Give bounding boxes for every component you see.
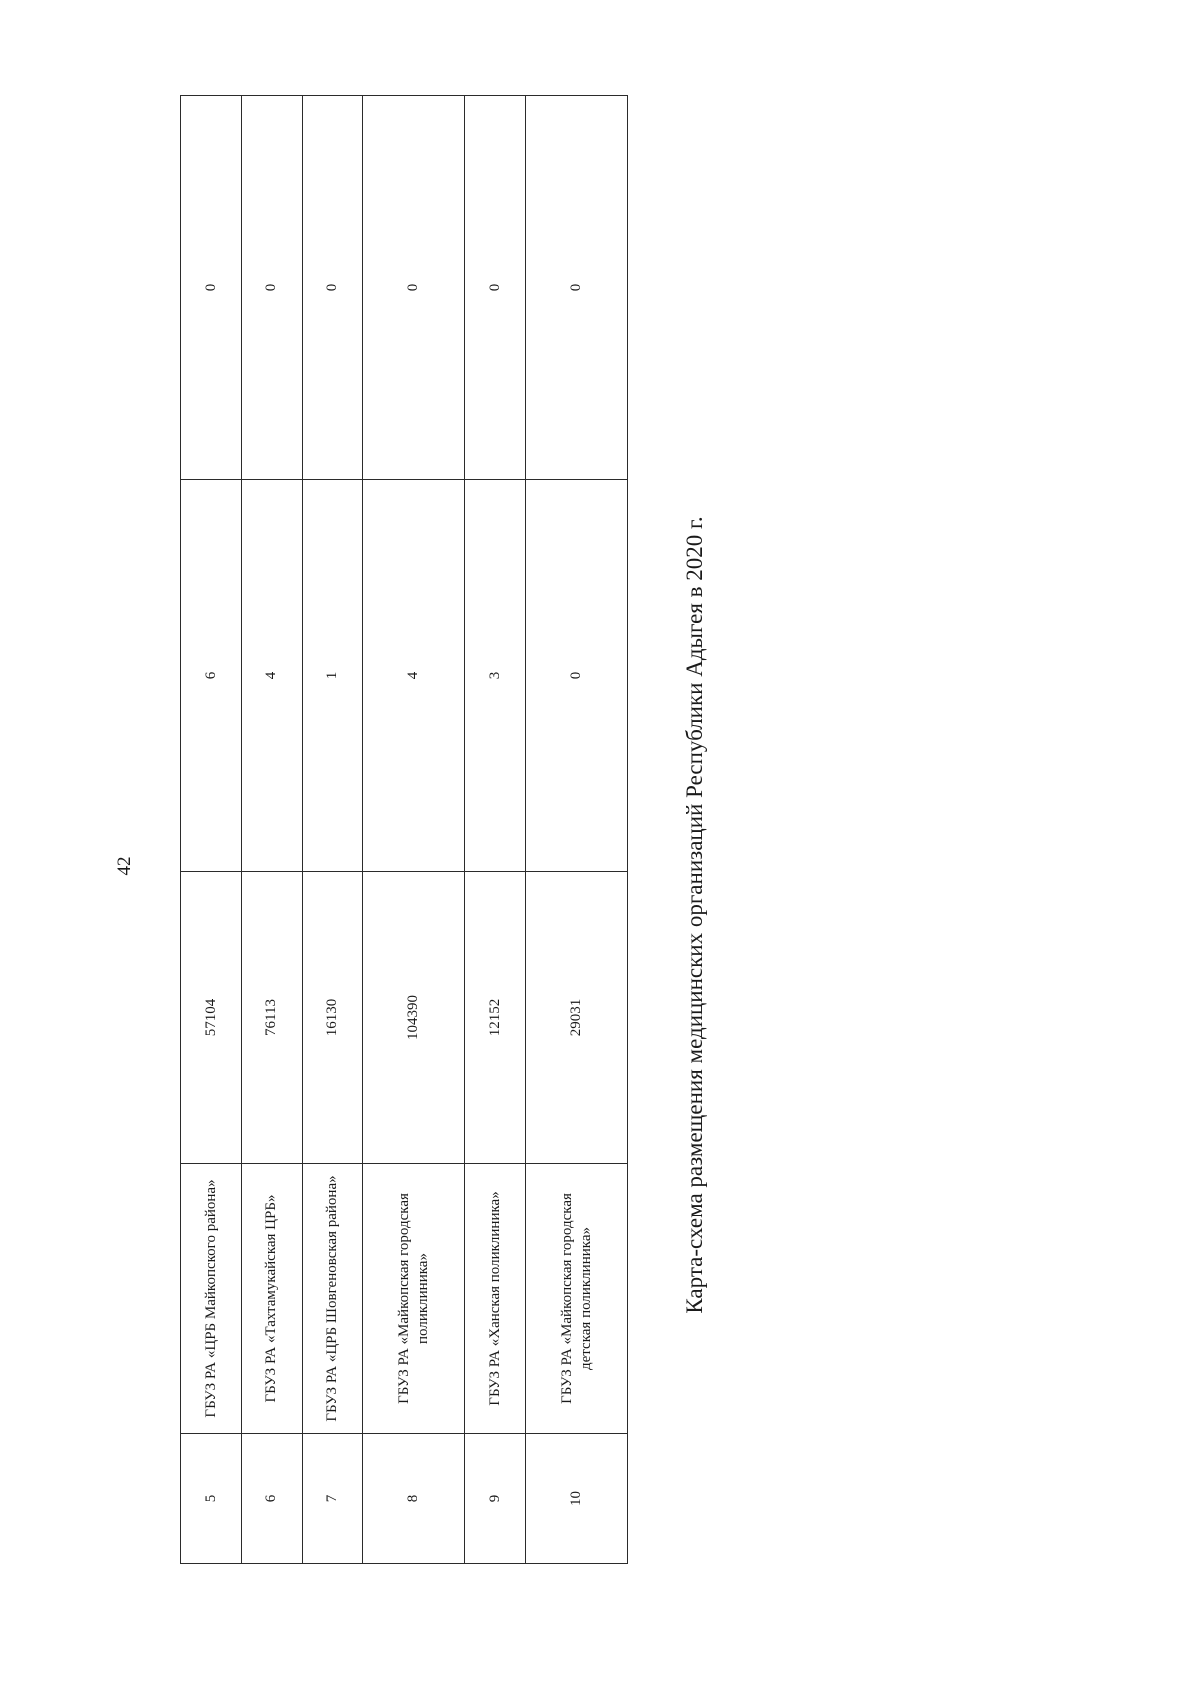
table-row: [181, 96, 242, 1564]
table-row: [526, 96, 628, 1564]
table-row: [241, 96, 302, 1564]
row-number-cell: 8: [363, 1434, 465, 1564]
population-cell: 12152: [465, 872, 526, 1164]
count-b-cell: 0: [526, 96, 628, 480]
table-row: [363, 96, 465, 1564]
caption-container: [675, 375, 715, 1455]
table-row: [302, 96, 363, 1564]
count-a-cell: 1: [302, 480, 363, 872]
population-cell: 76113: [241, 872, 302, 1164]
organization-name-cell: ГБУЗ РА «Майкопская городская детская поликлиника»: [526, 1164, 628, 1434]
table-container: [180, 96, 628, 1564]
row-number-cell: 10: [526, 1434, 628, 1564]
table-row: [465, 96, 526, 1564]
count-a-cell: 6: [181, 480, 242, 872]
count-b-cell: 0: [302, 96, 363, 480]
count-a-cell: 4: [363, 480, 465, 872]
count-b-cell: 0: [363, 96, 465, 480]
row-number-cell: 6: [241, 1434, 302, 1564]
population-cell: 57104: [181, 872, 242, 1164]
population-cell: 104390: [363, 872, 465, 1164]
population-cell: 16130: [302, 872, 363, 1164]
organization-name-cell: ГБУЗ РА «ЦРБ Шовгеновская района»: [302, 1164, 363, 1434]
page-number: 42: [114, 856, 135, 876]
count-b-cell: 0: [181, 96, 242, 480]
count-b-cell: 0: [465, 96, 526, 480]
count-a-cell: 4: [241, 480, 302, 872]
count-a-cell: 0: [526, 480, 628, 872]
map-caption: Карта-схема размещения медицинских организаций Республики Адыгея в 2020 г.: [682, 516, 707, 1314]
population-cell: 29031: [526, 872, 628, 1164]
organization-name-cell: ГБУЗ РА «Ханская поликлиника»: [465, 1164, 526, 1434]
count-a-cell: 3: [465, 480, 526, 872]
organization-name-cell: ГБУЗ РА «Тахтамукайская ЦРБ»: [241, 1164, 302, 1434]
count-b-cell: 0: [241, 96, 302, 480]
medical-organizations-table: [180, 95, 628, 1564]
organization-name-cell: ГБУЗ РА «Майкопская городская поликлиника»: [363, 1164, 465, 1434]
row-number-cell: 5: [181, 1434, 242, 1564]
organization-name-cell: ГБУЗ РА «ЦРБ Майкопского района»: [181, 1164, 242, 1434]
row-number-cell: 7: [302, 1434, 363, 1564]
row-number-cell: 9: [465, 1434, 526, 1564]
